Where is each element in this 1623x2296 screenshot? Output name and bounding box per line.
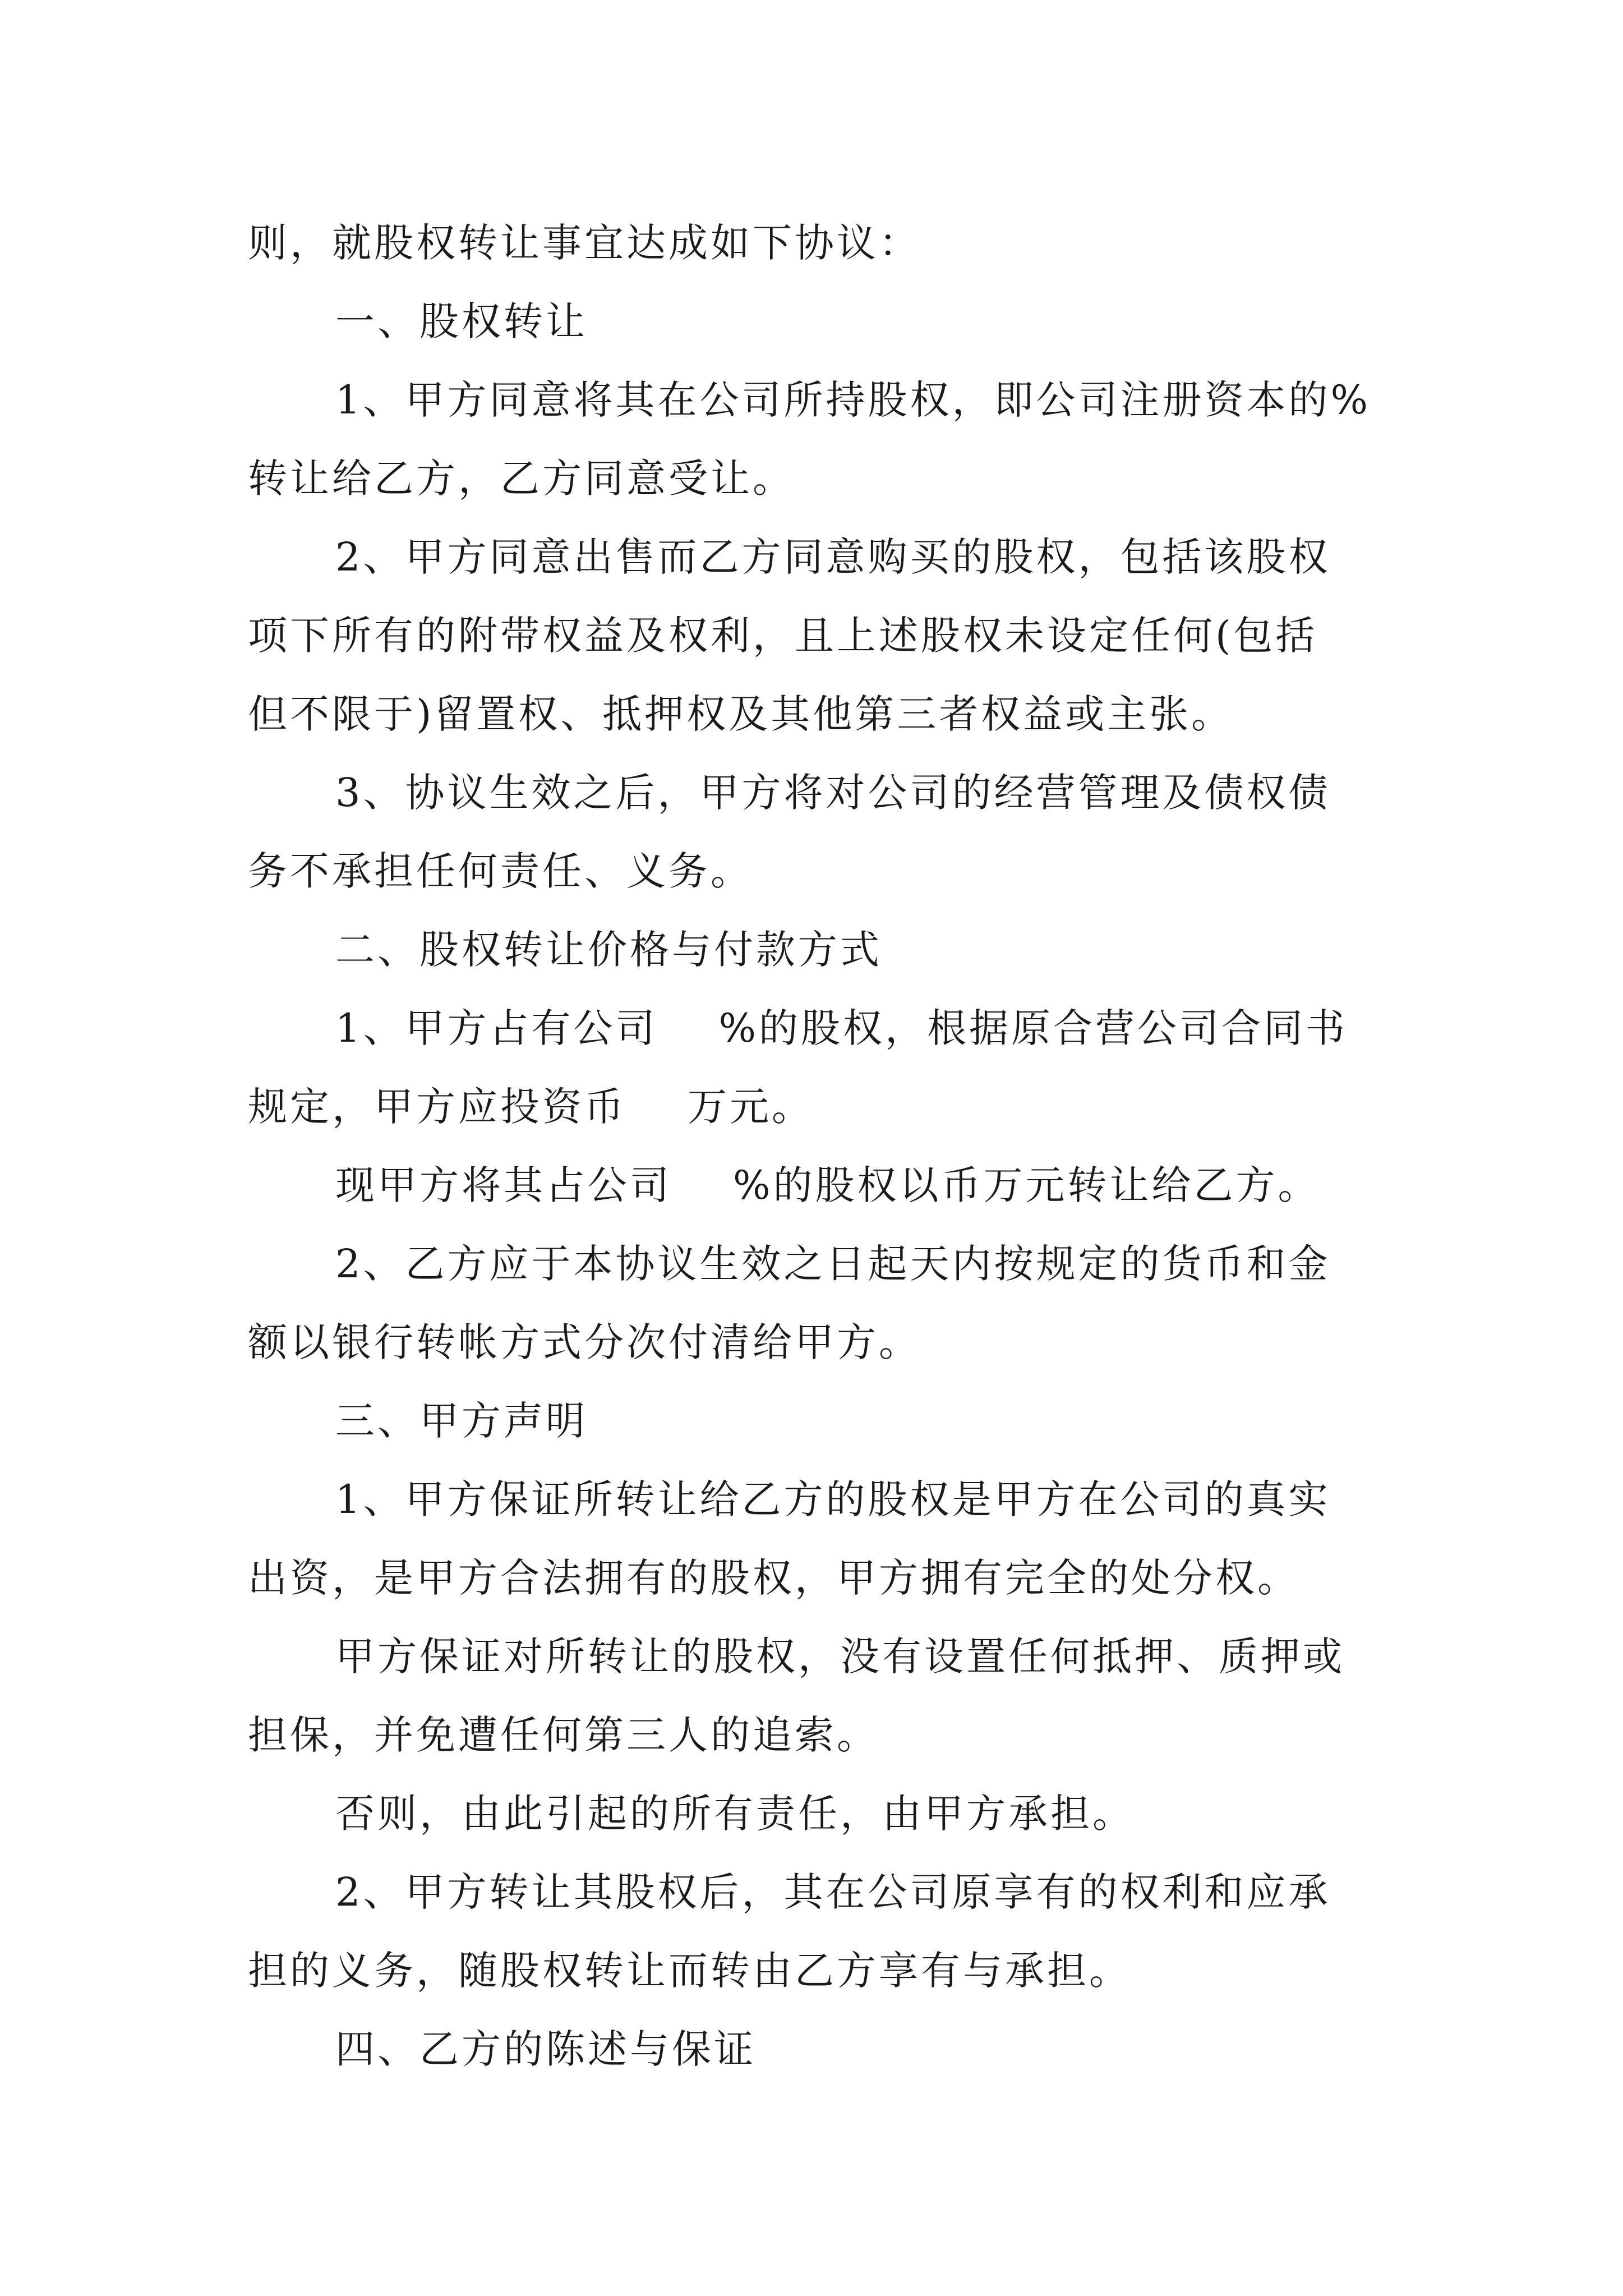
paragraph-line: 担保，并免遭任何第三人的追索。	[248, 1712, 879, 1758]
paragraph-line: 2、乙方应于本协议生效之日起天内按规定的货币和金	[335, 1241, 1331, 1287]
paragraph-line: 3、协议生效之后，甲方将对公司的经营管理及债权债	[335, 770, 1331, 816]
paragraph-line: 否则，由此引起的所有责任，由甲方承担。	[335, 1791, 1135, 1837]
section-heading: 一、股权转让	[335, 298, 588, 344]
paragraph-line: 2、甲方转让其股权后，其在公司原享有的权利和应承	[335, 1869, 1331, 1915]
section-heading: 四、乙方的陈述与保证	[335, 2026, 756, 2072]
section-heading: 三、甲方声明	[335, 1398, 588, 1444]
paragraph-line: 1、甲方同意将其在公司所持股权，即公司注册资本的%	[335, 377, 1371, 423]
paragraph-line: 出资，是甲方合法拥有的股权，甲方拥有完全的处分权。	[248, 1555, 1299, 1601]
paragraph-line: 现甲方将其占公司 %的股权以币万元转让给乙方。	[335, 1162, 1320, 1208]
paragraph-line: 担的义务，随股权转让而转由乙方享有与承担。	[248, 1948, 1131, 1994]
paragraph-line: 1、甲方占有公司 %的股权，根据原合营公司合同书	[335, 1005, 1348, 1051]
paragraph-line: 转让给乙方，乙方同意受让。	[248, 455, 795, 501]
paragraph-line: 则，就股权转让事宜达成如下协议：	[248, 220, 921, 266]
paragraph-line: 甲方保证对所转让的股权，没有设置任何抵押、质押或	[335, 1634, 1345, 1680]
paragraph-line: 务不承担任何责任、义务。	[248, 848, 753, 894]
paragraph-line: 项下所有的附带权益及权利，且上述股权未设定任何(包括	[248, 613, 1318, 659]
paragraph-line: 但不限于)留置权、抵押权及其他第三者权益或主张。	[248, 691, 1234, 737]
paragraph-line: 额以银行转帐方式分次付清给甲方。	[248, 1319, 921, 1365]
section-heading: 二、股权转让价格与付款方式	[335, 927, 882, 973]
paragraph-line: 1、甲方保证所转让给乙方的股权是甲方在公司的真实	[335, 1476, 1331, 1522]
paragraph-line: 规定，甲方应投资币 万元。	[248, 1084, 814, 1130]
paragraph-line: 2、甲方同意出售而乙方同意购买的股权，包括该股权	[335, 534, 1331, 580]
